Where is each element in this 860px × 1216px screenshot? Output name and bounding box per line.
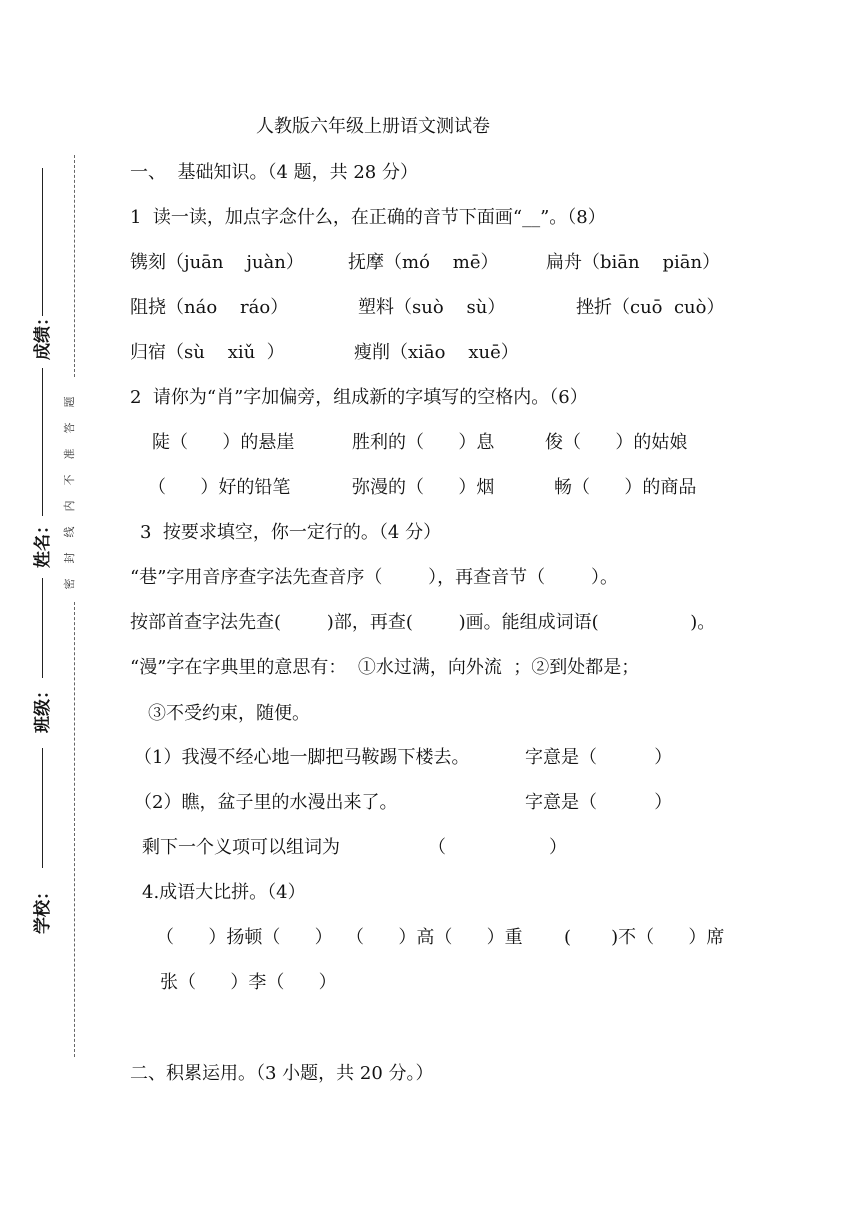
q1-item: 塑料（suò sù） <box>358 297 506 318</box>
seal-line-top <box>74 155 75 377</box>
q2-prompt: 2 请你为“肖”字加偏旁，组成新的字填写的空格内。（6） <box>130 387 588 408</box>
q4-idiom: 张（ ）李（ ） <box>160 972 337 993</box>
q1-item: 瘦削（xiāo xuē） <box>354 342 519 363</box>
school-label: 学校： <box>33 883 53 934</box>
q4-idiom: （ ）高（ ）重 <box>346 927 523 948</box>
q3-prompt: 3 按要求填空，你一定行的。（4 分） <box>140 522 442 543</box>
q3-remaining-blank: （ ） <box>428 837 567 858</box>
q1-item: 扁舟（biān piān） <box>546 252 721 273</box>
q1-prompt: 1 读一读，加点字念什么，在正确的音节下面画“__”。（8） <box>130 207 606 228</box>
q1-item: 阻挠（náo ráo） <box>130 297 289 318</box>
section1-heading: 一、 基础知识。（4 题，共 28 分） <box>130 162 418 183</box>
q4-prompt: 4.成语大比拼。（4） <box>142 882 306 903</box>
seal-char: 内 <box>63 500 76 512</box>
q3-item-answer: 字意是（ ） <box>525 792 673 813</box>
score-underline <box>42 168 43 316</box>
q3-line: ③不受约束，随便。 <box>148 703 310 724</box>
class-underline <box>42 578 43 678</box>
school-underline <box>42 748 43 868</box>
q1-item: 抚摩（mó mē） <box>348 252 499 273</box>
q2-item: 陡（ ）的悬崖 <box>152 432 295 453</box>
class-label: 班级： <box>33 682 53 733</box>
seal-char: 题 <box>63 396 76 408</box>
seal-char: 不 <box>63 474 76 486</box>
q2-item: 弥漫的（ ）烟 <box>352 477 495 498</box>
q2-item: 俊（ ）的姑娘 <box>545 432 688 453</box>
score-label: 成绩： <box>33 309 53 360</box>
q4-idiom: （ ）扬顿（ ） <box>156 927 333 948</box>
exam-title: 人教版六年级上册语文测试卷 <box>256 116 490 137</box>
name-label: 姓名： <box>33 517 53 568</box>
q2-item: 胜利的（ ）息 <box>352 432 495 453</box>
q3-line: “漫”字在字典里的意思有： ①水过满，向外流 ；②到处都是； <box>130 657 640 678</box>
seal-char: 密 <box>63 578 76 590</box>
q3-item: （2）瞧，盆子里的水漫出来了。 <box>134 792 398 813</box>
seal-char: 答 <box>63 422 76 434</box>
q4-idiom: ( )不（ ）席 <box>564 927 725 948</box>
seal-char: 封 <box>63 552 76 564</box>
q3-line: 按部首查字法先查( )部，再查( )画。能组成词语( )。 <box>130 612 716 633</box>
q3-remaining: 剩下一个义项可以组词为 <box>142 837 340 858</box>
seal-char: 准 <box>63 448 76 460</box>
q3-item: （1）我漫不经心地一脚把马鞍踢下楼去。 <box>134 747 470 768</box>
seal-line-bottom <box>74 602 75 1057</box>
q1-item: 归宿（sù xiǔ ） <box>130 342 285 363</box>
q2-item: （ ）好的铅笔 <box>148 477 291 498</box>
name-underline <box>42 368 43 516</box>
q2-item: 畅（ ）的商品 <box>554 477 697 498</box>
section2-heading: 二、积累运用。（3 小题，共 20 分。） <box>130 1063 434 1084</box>
q1-item: 挫折（cuō cuò） <box>576 297 725 318</box>
q1-item: 镌刻（juān juàn） <box>130 252 304 273</box>
q3-line: “巷”字用音序查字法先查音序（ ），再查音节（ ）。 <box>130 567 618 588</box>
q3-item-answer: 字意是（ ） <box>525 747 673 768</box>
seal-char: 线 <box>63 526 76 538</box>
